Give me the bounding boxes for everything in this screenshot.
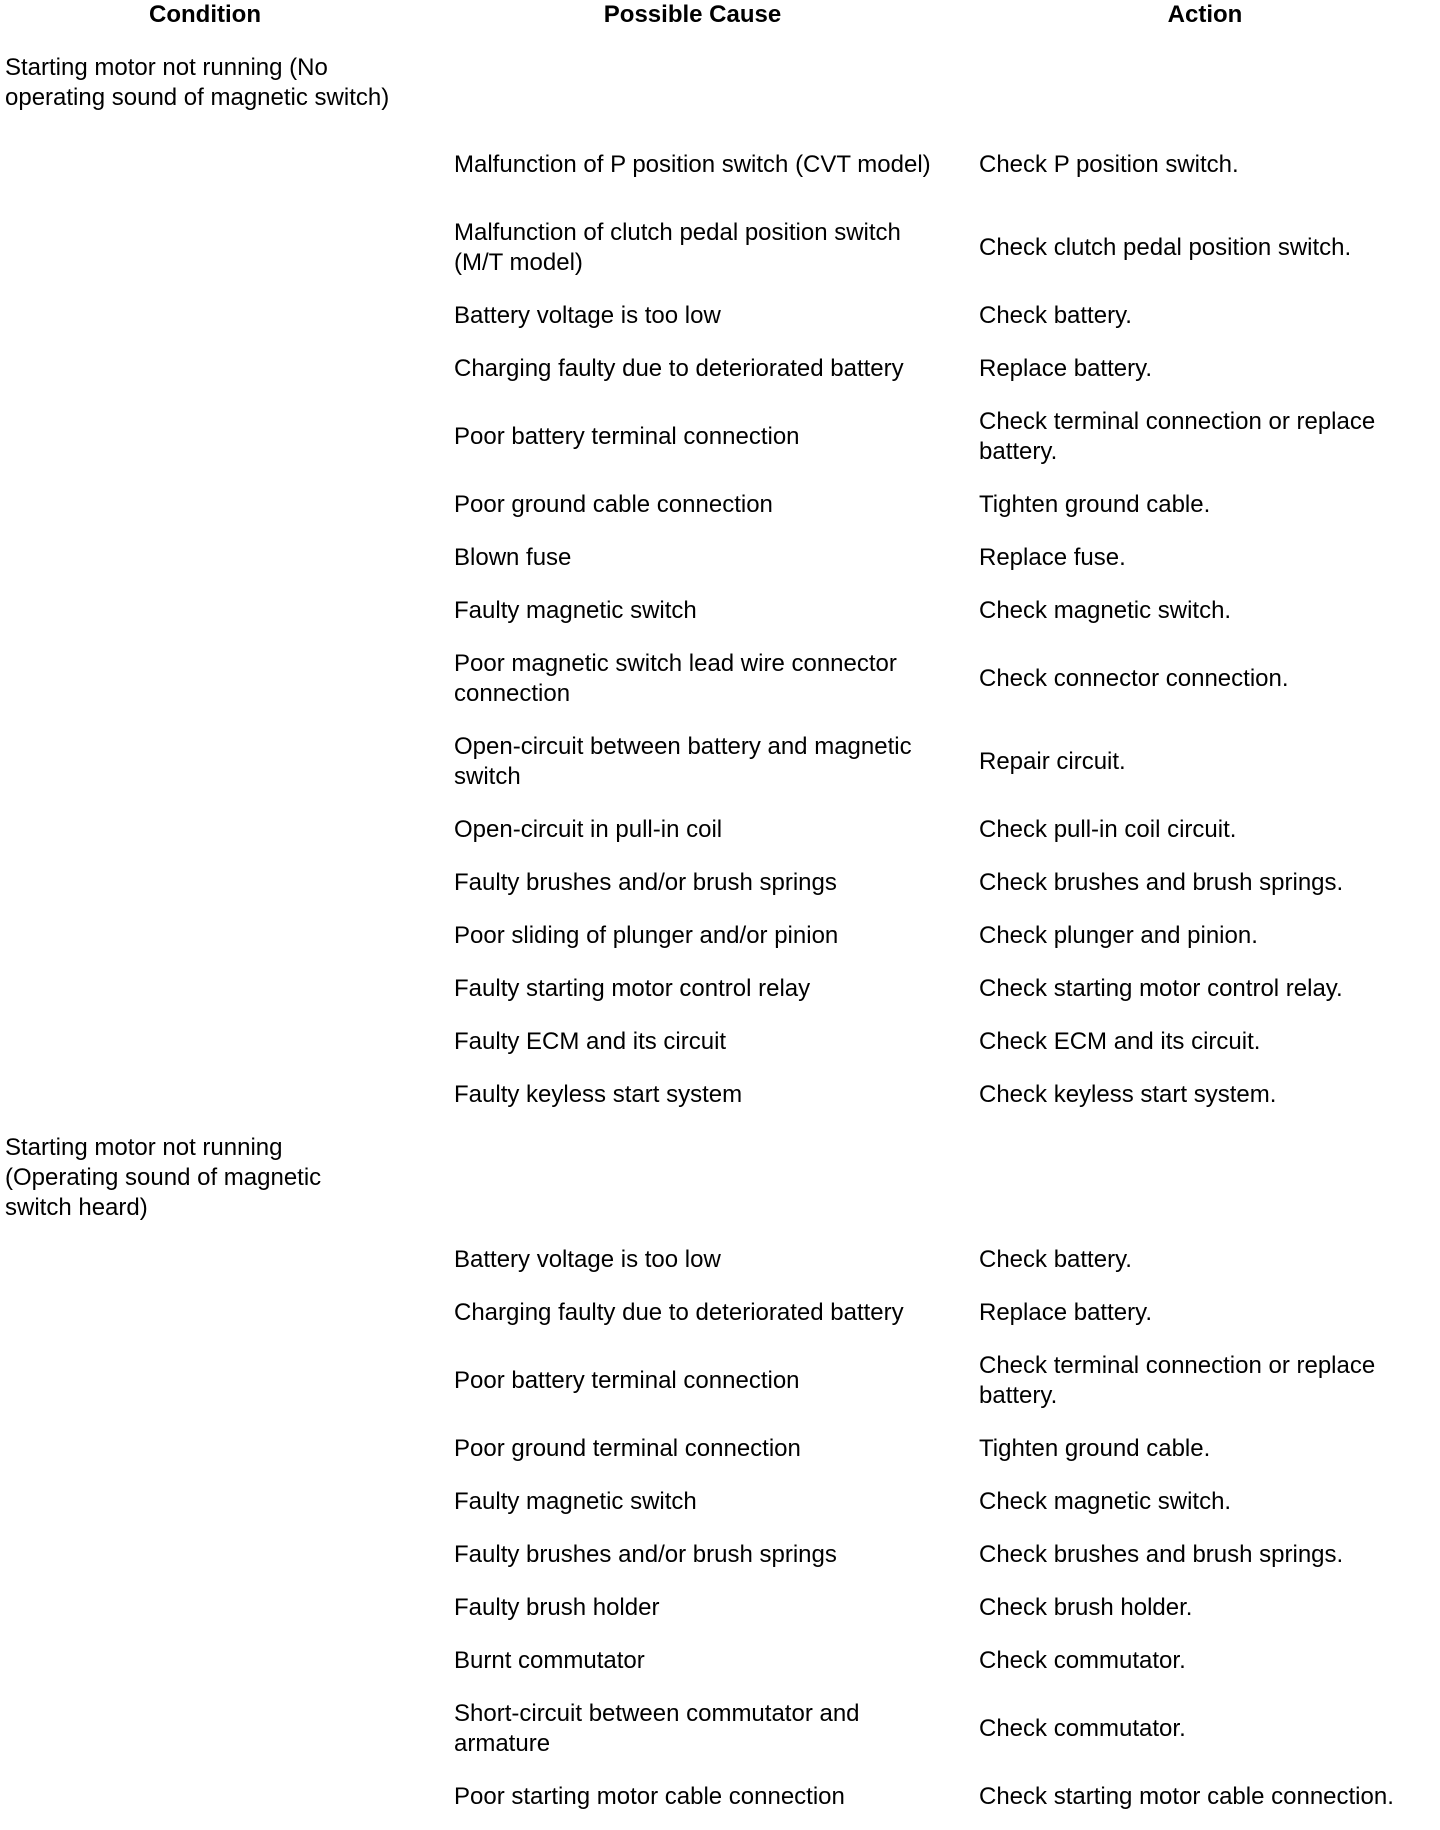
action-cell: Check P position switch. [979,151,1239,178]
action-cell: Check commutator. [979,1647,1186,1674]
cause-cell: Poor magnetic switch lead wire connector connection [454,650,897,707]
cause-cell: Faulty magnetic switch [454,1488,697,1515]
condition-1: Starting motor not running (No operating sound of magnetic switch) [5,54,390,111]
table-row [0,1245,1440,1275]
cause-cell: Battery voltage is too low [454,1246,721,1273]
table-row [0,1540,1440,1570]
action-cell: Check magnetic switch. [979,1488,1232,1515]
cause-cell: Charging faulty due to deteriorated battery [454,355,904,382]
header-condition: Condition [149,1,261,28]
cause-cell: Malfunction of clutch pedal position switch (M/T model) [454,219,901,276]
table-row [0,1593,1440,1623]
cause-cell: Short-circuit between commutator and armature [454,1700,860,1757]
action-cell: Check ECM and its circuit. [979,1028,1261,1055]
table-row [0,1080,1440,1110]
cause-cell: Blown fuse [454,544,572,571]
table-row [0,649,1440,709]
table-row [0,974,1440,1004]
cause-cell: Poor sliding of plunger and/or pinion [454,922,839,949]
cause-cell: Faulty keyless start system [454,1081,743,1108]
table-row [0,135,1440,195]
table-row [0,1027,1440,1057]
cause-cell: Faulty brush holder [454,1594,660,1621]
table-row [0,354,1440,384]
action-cell: Check magnetic switch. [979,597,1232,624]
action-cell: Check terminal connection or replace battery. [979,408,1376,465]
table-row [0,1434,1440,1464]
cause-cell: Poor battery terminal connection [454,423,800,450]
action-cell: Check starting motor cable connection. [979,1783,1394,1810]
cause-cell: Faulty brushes and/or brush springs [454,1541,837,1568]
cause-cell: Poor ground terminal connection [454,1435,801,1462]
action-cell: Check brush holder. [979,1594,1193,1621]
cause-cell: Poor starting motor cable connection [454,1783,845,1810]
cause-cell: Faulty brushes and/or brush springs [454,869,837,896]
cause-cell: Faulty magnetic switch [454,597,697,624]
action-cell: Replace fuse. [979,544,1126,571]
table-row [0,490,1440,520]
cause-cell: Faulty starting motor control relay [454,975,811,1002]
table-row [0,1298,1440,1328]
cause-cell: Malfunction of P position switch (CVT model) [454,151,931,178]
cause-cell: Faulty ECM and its circuit [454,1028,727,1055]
table-row [0,543,1440,573]
action-cell: Check connector connection. [979,665,1289,692]
table-row [0,1646,1440,1676]
action-cell: Check brushes and brush springs. [979,869,1344,896]
table-row [0,1351,1440,1411]
table-row [0,301,1440,331]
action-cell: Check pull-in coil circuit. [979,816,1237,843]
table-row [0,921,1440,951]
action-cell: Tighten ground cable. [979,491,1211,518]
header-possible-cause: Possible Cause [603,1,782,28]
table-row [0,596,1440,626]
cause-cell: Battery voltage is too low [454,302,721,329]
condition-2: Starting motor not running (Operating sound of magnetic switch heard) [5,1134,322,1221]
action-cell: Check starting motor control relay. [979,975,1343,1002]
table-row [0,1487,1440,1517]
cause-cell: Open-circuit between battery and magnetic switch [454,733,912,790]
action-cell: Replace battery. [979,355,1152,382]
cause-cell: Charging faulty due to deteriorated battery [454,1299,904,1326]
action-cell: Check terminal connection or replace battery. [979,1352,1376,1409]
action-cell: Check plunger and pinion. [979,922,1258,949]
header-action: Action [1167,1,1243,28]
cause-cell: Poor ground cable connection [454,491,773,518]
action-cell: Repair circuit. [979,748,1126,775]
table-row [0,868,1440,898]
cause-cell: Open-circuit in pull-in coil [454,816,723,843]
table-row [0,732,1440,792]
action-cell: Check battery. [979,302,1132,329]
cause-cell: Burnt commutator [454,1647,645,1674]
action-cell: Replace battery. [979,1299,1152,1326]
table-row [0,1782,1440,1812]
action-cell: Check battery. [979,1246,1132,1273]
action-cell: Check brushes and brush springs. [979,1541,1344,1568]
action-cell: Tighten ground cable. [979,1435,1211,1462]
table-row [0,218,1440,278]
action-cell: Check commutator. [979,1715,1186,1742]
cause-cell: Poor battery terminal connection [454,1367,800,1394]
table-row [0,407,1440,467]
table-row [0,815,1440,845]
action-cell: Check keyless start system. [979,1081,1277,1108]
action-cell: Check clutch pedal position switch. [979,234,1352,261]
table-row [0,1699,1440,1759]
